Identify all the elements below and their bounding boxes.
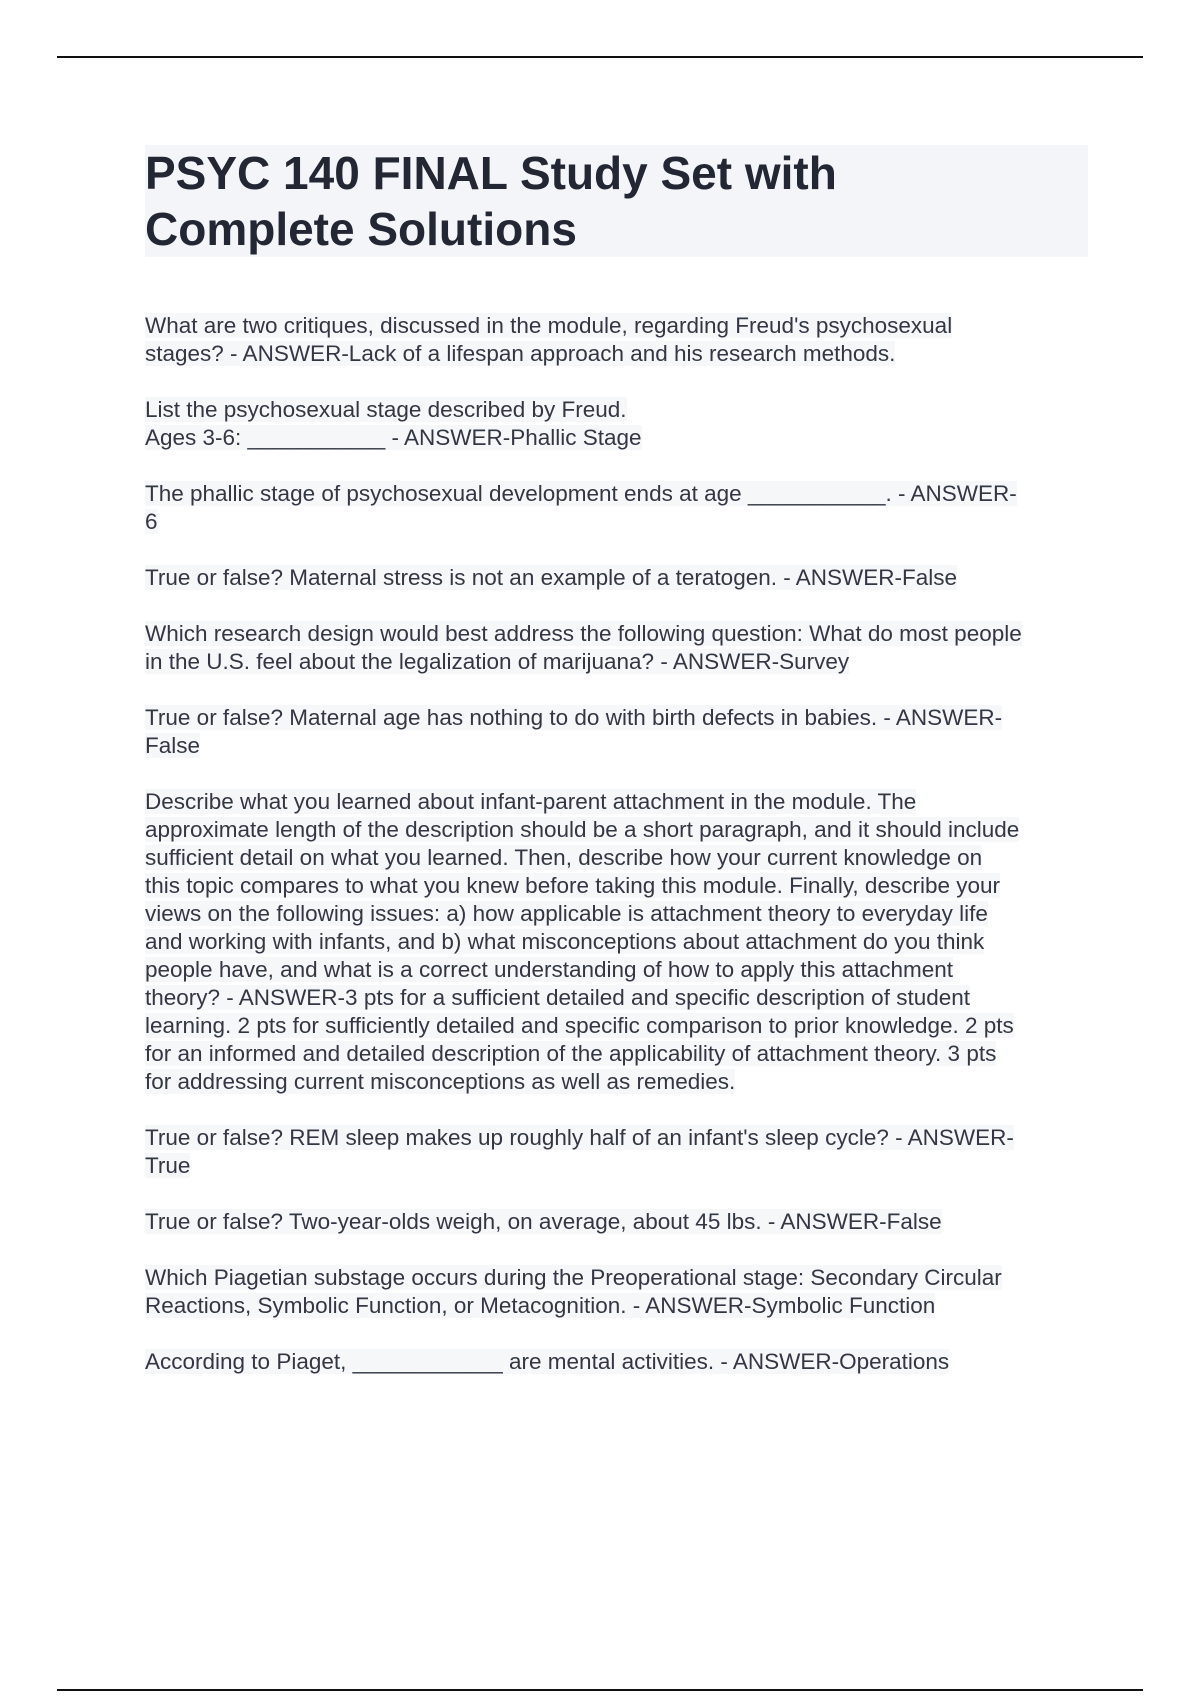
qa-text: According to Piaget, ____________ are mental activities. - ANSWER-Operations xyxy=(145,1349,950,1374)
qa-item xyxy=(145,704,1090,760)
qa-text: True or false? Maternal stress is not an example of a teratogen. - ANSWER-False xyxy=(145,565,958,590)
qa-list xyxy=(145,312,1090,1404)
title-block xyxy=(145,145,1088,257)
qa-text: Which Piagetian substage occurs during the Preoperational stage: Secondary Circular Reactions, Symbolic Function, or Metacognition. - ANSWER-Symbolic Function xyxy=(145,1265,1002,1318)
qa-item xyxy=(145,564,1090,592)
qa-text: List the psychosexual stage described by Freud. Ages 3-6: ___________ - ANSWER-Phallic Stage xyxy=(145,397,642,450)
qa-text: Which research design would best address the following question: What do most people in the U.S. feel about the legalization of marijuana? - ANSWER-Survey xyxy=(145,621,1022,674)
qa-text: True or false? REM sleep makes up roughly half of an infant's sleep cycle? - ANSWER- True xyxy=(145,1125,1014,1178)
qa-item xyxy=(145,620,1090,676)
qa-text: True or false? Maternal age has nothing to do with birth defects in babies. - ANSWER- False xyxy=(145,705,1003,758)
page-title: PSYC 140 FINAL Study Set with Complete Solutions xyxy=(145,147,837,255)
qa-text: Describe what you learned about infant-parent attachment in the module. The approximate length of the description should be a short paragraph, and it should include sufficient detail on what you learned. Then, describe how your current knowledge on this topic compares to what you knew before taking this module. Finally, describe your views on the following issues: a) how applicable is attachment theory to everyday life and working with infants, and b) what misconceptions about attachment do you think people have, and what is a correct understanding of how to apply this attachment theory? - ANSWER-3 pts for a sufficient detailed and specific description of student learning. 2 pts for sufficiently detailed and specific comparison to prior knowledge. 2 pts for an informed and detailed description of the applicability of attachment theory. 3 pts for addressing current misconceptions as well as remedies. xyxy=(145,789,1020,1094)
qa-item xyxy=(145,480,1090,536)
qa-item xyxy=(145,1348,1090,1376)
bottom-divider xyxy=(57,1689,1143,1691)
top-divider xyxy=(57,56,1143,58)
qa-item xyxy=(145,788,1090,1096)
qa-text: The phallic stage of psychosexual development ends at age ___________. - ANSWER- 6 xyxy=(145,481,1017,534)
qa-item xyxy=(145,396,1090,452)
qa-item xyxy=(145,1208,1090,1236)
qa-item xyxy=(145,1264,1090,1320)
qa-text: True or false? Two-year-olds weigh, on average, about 45 lbs. - ANSWER-False xyxy=(145,1209,942,1234)
qa-text: What are two critiques, discussed in the module, regarding Freud's psychosexual stages? - ANSWER-Lack of a lifespan approach and his research methods. xyxy=(145,313,953,366)
qa-item xyxy=(145,1124,1090,1180)
qa-item xyxy=(145,312,1090,368)
